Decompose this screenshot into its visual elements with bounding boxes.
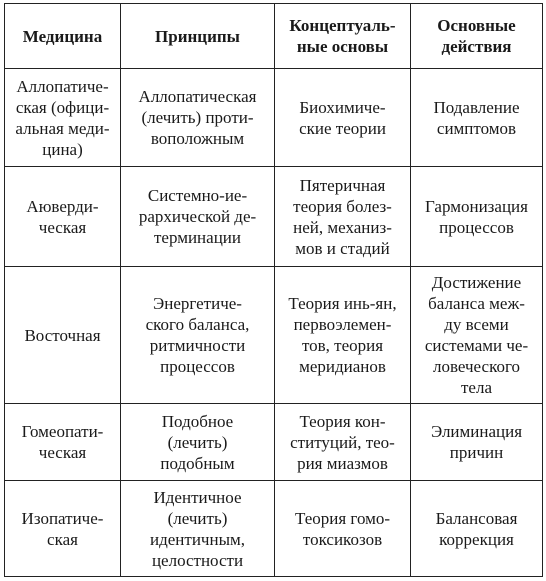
cell-conceptual-basis: Теория гомо- токсикозов xyxy=(275,481,411,577)
cell-conceptual-basis: Теория инь-ян, первоэлемен- тов, теория меридианов xyxy=(275,267,411,404)
cell-principles: Системно-ие- рархической де- терминации xyxy=(121,167,275,267)
cell-main-actions: Подавление симптомов xyxy=(411,69,543,167)
table-row xyxy=(5,481,543,577)
cell-main-actions: Элиминация причин xyxy=(411,404,543,481)
cell-main-actions: Балансовая коррекция xyxy=(411,481,543,577)
cell-conceptual-basis: Теория кон- ституций, тео- рия миазмов xyxy=(275,404,411,481)
cell-principles: Подобное (лечить) подобным xyxy=(121,404,275,481)
cell-conceptual-basis: Пятеричная теория болез- ней, механиз- мов и стадий xyxy=(275,167,411,267)
table-header-row xyxy=(5,4,543,69)
cell-medicine: Аюверди- ческая xyxy=(5,167,121,267)
table-row xyxy=(5,69,543,167)
header-principles: Принципы xyxy=(121,4,275,69)
cell-medicine: Аллопатиче- ская (офици- альная меди- цина) xyxy=(5,69,121,167)
medicine-comparison-table xyxy=(4,3,543,577)
header-medicine: Медицина xyxy=(5,4,121,69)
cell-principles: Идентичное (лечить) идентичным, целостности xyxy=(121,481,275,577)
cell-conceptual-basis: Биохимиче- ские теории xyxy=(275,69,411,167)
table-row xyxy=(5,404,543,481)
cell-medicine: Гомеопати- ческая xyxy=(5,404,121,481)
table-row xyxy=(5,167,543,267)
table-row xyxy=(5,267,543,404)
cell-main-actions: Гармонизация процессов xyxy=(411,167,543,267)
cell-medicine: Восточная xyxy=(5,267,121,404)
cell-main-actions: Достижение баланса меж- ду всеми системами че- ловеческого тела xyxy=(411,267,543,404)
cell-principles: Аллопатическая (лечить) проти- воположным xyxy=(121,69,275,167)
cell-principles: Энергетиче- ского баланса, ритмичности процессов xyxy=(121,267,275,404)
cell-medicine: Изопатиче- ская xyxy=(5,481,121,577)
header-conceptual-basis: Концептуаль- ные основы xyxy=(275,4,411,69)
header-main-actions: Основные действия xyxy=(411,4,543,69)
